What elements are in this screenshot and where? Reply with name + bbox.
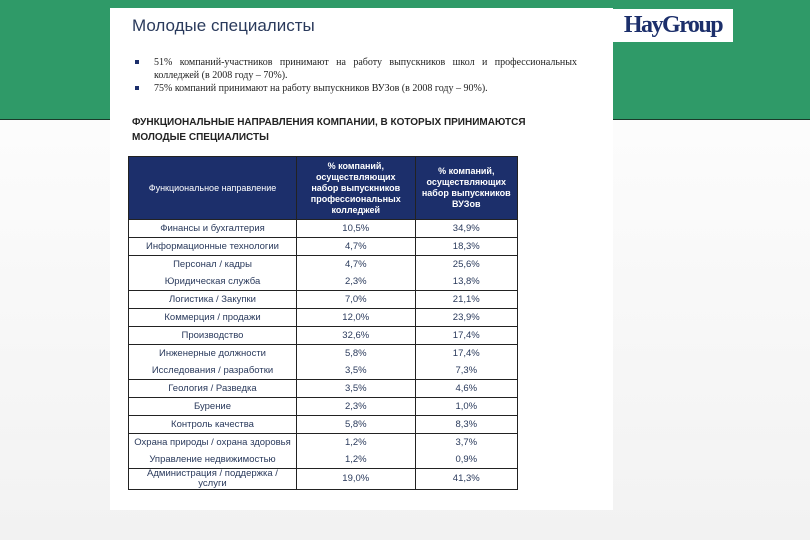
universities-cell: 17,4% — [415, 345, 517, 363]
table-row — [129, 327, 518, 345]
function-cell: Персонал / кадры — [129, 256, 297, 274]
universities-cell: 18,3% — [415, 238, 517, 256]
function-cell: Финансы и бухгалтерия — [129, 220, 297, 238]
colleges-cell: 10,5% — [297, 220, 416, 238]
universities-cell: 1,0% — [415, 398, 517, 416]
universities-cell: 17,4% — [415, 327, 517, 345]
function-cell: Бурение — [129, 398, 297, 416]
colleges-cell: 2,3% — [297, 398, 416, 416]
colleges-cell: 4,7% — [297, 256, 416, 274]
table-row — [129, 238, 518, 256]
table-title: ФУНКЦИОНАЛЬНЫЕ НАПРАВЛЕНИЯ КОМПАНИИ, В КОТОРЫХ ПРИНИМАЮТСЯ МОЛОДЫЕ СПЕЦИАЛИСТЫ — [132, 117, 526, 143]
function-cell: Коммерция / продажи — [129, 309, 297, 327]
function-cell: Производство — [129, 327, 297, 345]
header-function: Функциональное направление — [129, 157, 297, 220]
table-row — [129, 398, 518, 416]
bullet-item: 51% компаний-участников принимают на работу выпускников школ и профессиональных колледжей (в 2008 году – 70%). — [132, 56, 577, 82]
universities-cell: 41,3% — [415, 469, 517, 490]
function-cell: Юридическая служба — [129, 273, 297, 291]
colleges-cell: 5,8% — [297, 416, 416, 434]
universities-cell: 4,6% — [415, 380, 517, 398]
colleges-cell: 32,6% — [297, 327, 416, 345]
colleges-cell: 12,0% — [297, 309, 416, 327]
colleges-cell: 3,5% — [297, 380, 416, 398]
header-colleges: % компаний, осуществляющих набор выпускников профессиональных колледжей — [297, 157, 416, 220]
table-row — [129, 345, 518, 363]
universities-cell: 23,9% — [415, 309, 517, 327]
function-cell: Инженерные должности — [129, 345, 297, 363]
bullet-item: 75% компаний принимают на работу выпускников ВУЗов (в 2008 году – 90%). — [132, 82, 577, 95]
universities-cell: 34,9% — [415, 220, 517, 238]
function-cell: Контроль качества — [129, 416, 297, 434]
table-row — [129, 434, 518, 452]
universities-cell: 8,3% — [415, 416, 517, 434]
functions-table — [128, 156, 518, 490]
colleges-cell: 1,2% — [297, 451, 416, 469]
table-row — [129, 451, 518, 469]
universities-cell: 7,3% — [415, 362, 517, 380]
colleges-cell: 7,0% — [297, 291, 416, 309]
table-row — [129, 309, 518, 327]
colleges-cell: 3,5% — [297, 362, 416, 380]
function-cell: Администрация / поддержка / услуги — [129, 469, 297, 490]
universities-cell: 25,6% — [415, 256, 517, 274]
function-cell: Геология / Разведка — [129, 380, 297, 398]
table-row — [129, 273, 518, 291]
function-cell: Охрана природы / охрана здоровья — [129, 434, 297, 452]
header-universities: % компаний, осуществляющих набор выпускников ВУЗов — [415, 157, 517, 220]
function-cell: Информационные технологии — [129, 238, 297, 256]
universities-cell: 13,8% — [415, 273, 517, 291]
universities-cell: 3,7% — [415, 434, 517, 452]
colleges-cell: 19,0% — [297, 469, 416, 490]
table-row — [129, 220, 518, 238]
colleges-cell: 4,7% — [297, 238, 416, 256]
table-row — [129, 256, 518, 274]
function-cell: Управление недвижимостью — [129, 451, 297, 469]
table-row — [129, 469, 518, 490]
slide-content — [110, 8, 613, 510]
bullet-list — [132, 56, 577, 95]
universities-cell: 21,1% — [415, 291, 517, 309]
universities-cell: 0,9% — [415, 451, 517, 469]
table-row — [129, 416, 518, 434]
colleges-cell: 5,8% — [297, 345, 416, 363]
function-cell: Исследования / разработки — [129, 362, 297, 380]
table-row — [129, 362, 518, 380]
haygroup-logo: HayGroup — [613, 9, 733, 42]
colleges-cell: 1,2% — [297, 434, 416, 452]
table-row — [129, 380, 518, 398]
function-cell: Логистика / Закупки — [129, 291, 297, 309]
slide-title: Молодые специалисты — [132, 16, 315, 35]
table-row — [129, 291, 518, 309]
colleges-cell: 2,3% — [297, 273, 416, 291]
